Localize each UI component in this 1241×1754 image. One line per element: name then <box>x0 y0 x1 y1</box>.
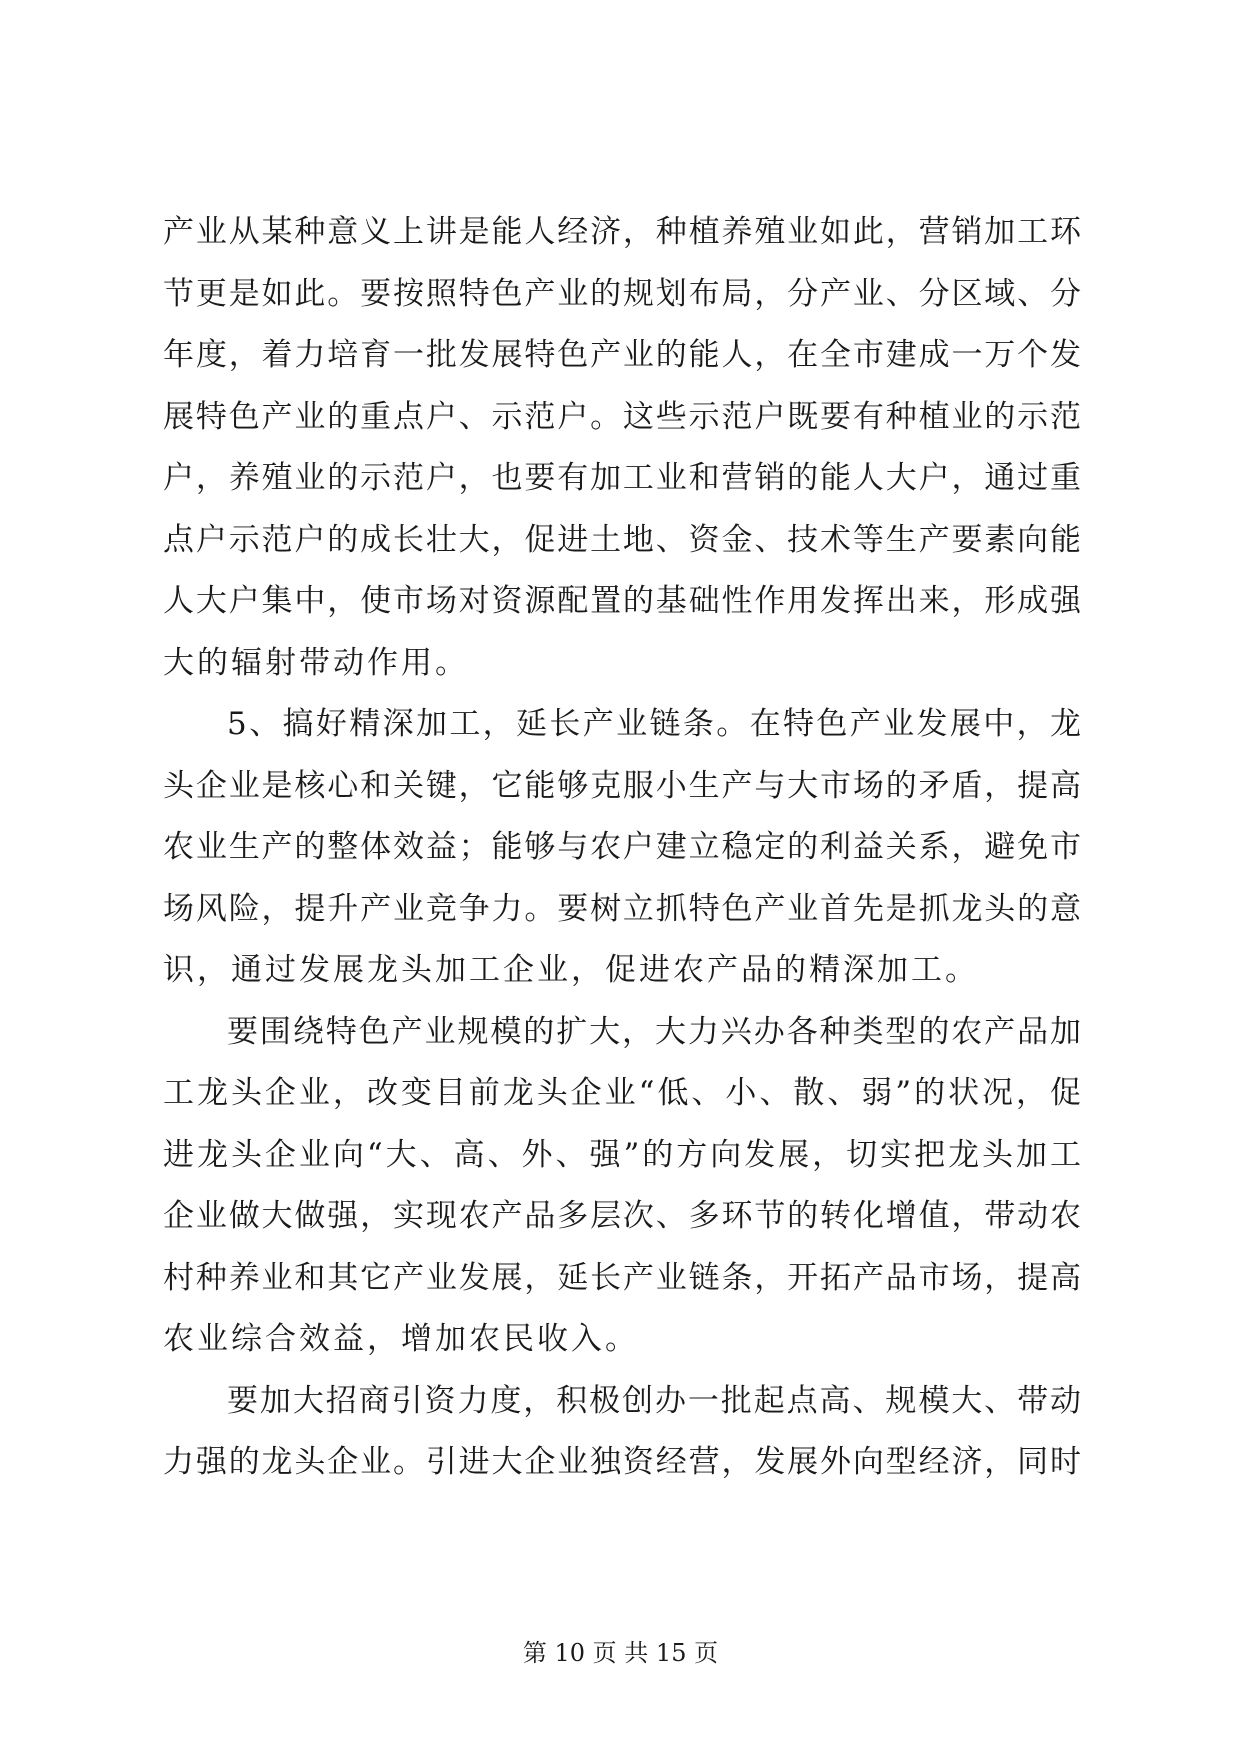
text-line: 要围绕特色产业规模的扩大，大力兴办各种类型的农产品加 <box>227 1013 1081 1050</box>
text-line: 户，养殖业的示范户，也要有加工业和营销的能人大户，通过重 <box>163 460 1081 496</box>
text-line: 大的辐射带动作用。 <box>163 644 469 681</box>
text-line: 村种养业和其它产业发展，延长产业链条，开拓产品市场，提高 <box>163 1259 1081 1296</box>
text-line: 5、搞好精深加工，延长产业链条。在特色产业发展中，龙 <box>227 706 1081 742</box>
paragraph-2 <box>163 694 1081 1002</box>
paragraph-3 <box>163 1002 1081 1371</box>
body-text <box>163 202 1081 1494</box>
text-line: 农业生产的整体效益；能够与农户建立稳定的利益关系，避免市 <box>163 829 1081 865</box>
text-line: 节更是如此。要按照特色产业的规划布局，分产业、分区域、分 <box>163 275 1081 312</box>
text-line: 年度，着力培育一批发展特色产业的能人，在全市建成一万个发 <box>163 337 1081 373</box>
page-number-footer: 第 10 页 共 15 页 <box>522 1639 719 1667</box>
text-line: 要加大招商引资力度，积极创办一批起点高、规模大、带动 <box>227 1382 1081 1419</box>
text-line: 工龙头企业，改变目前龙头企业“低、小、散、弱”的状况，促 <box>163 1075 1081 1111</box>
text-line: 识，通过发展龙头加工企业，促进农产品的精深加工。 <box>163 952 979 988</box>
text-line: 人大户集中，使市场对资源配置的基础性作用发挥出来，形成强 <box>163 583 1081 619</box>
text-line: 企业做大做强，实现农产品多层次、多环节的转化增值，带动农 <box>163 1198 1081 1234</box>
paragraph-4 <box>163 1371 1081 1494</box>
paragraph-1 <box>163 202 1081 694</box>
text-line: 点户示范户的成长壮大，促进土地、资金、技术等生产要素向能 <box>163 521 1081 558</box>
text-line: 力强的龙头企业。引进大企业独资经营，发展外向型经济，同时 <box>163 1444 1081 1480</box>
text-line: 头企业是核心和关键，它能够克服小生产与大市场的矛盾，提高 <box>163 767 1081 804</box>
text-line: 农业综合效益，增加农民收入。 <box>163 1321 639 1357</box>
text-line: 进龙头企业向“大、高、外、强”的方向发展，切实把龙头加工 <box>163 1136 1081 1173</box>
text-line: 场风险，提升产业竞争力。要树立抓特色产业首先是抓龙头的意 <box>163 890 1081 927</box>
text-line: 展特色产业的重点户、示范户。这些示范户既要有种植业的示范 <box>163 398 1081 435</box>
text-line: 产业从某种意义上讲是能人经济，种植养殖业如此，营销加工环 <box>163 214 1081 250</box>
